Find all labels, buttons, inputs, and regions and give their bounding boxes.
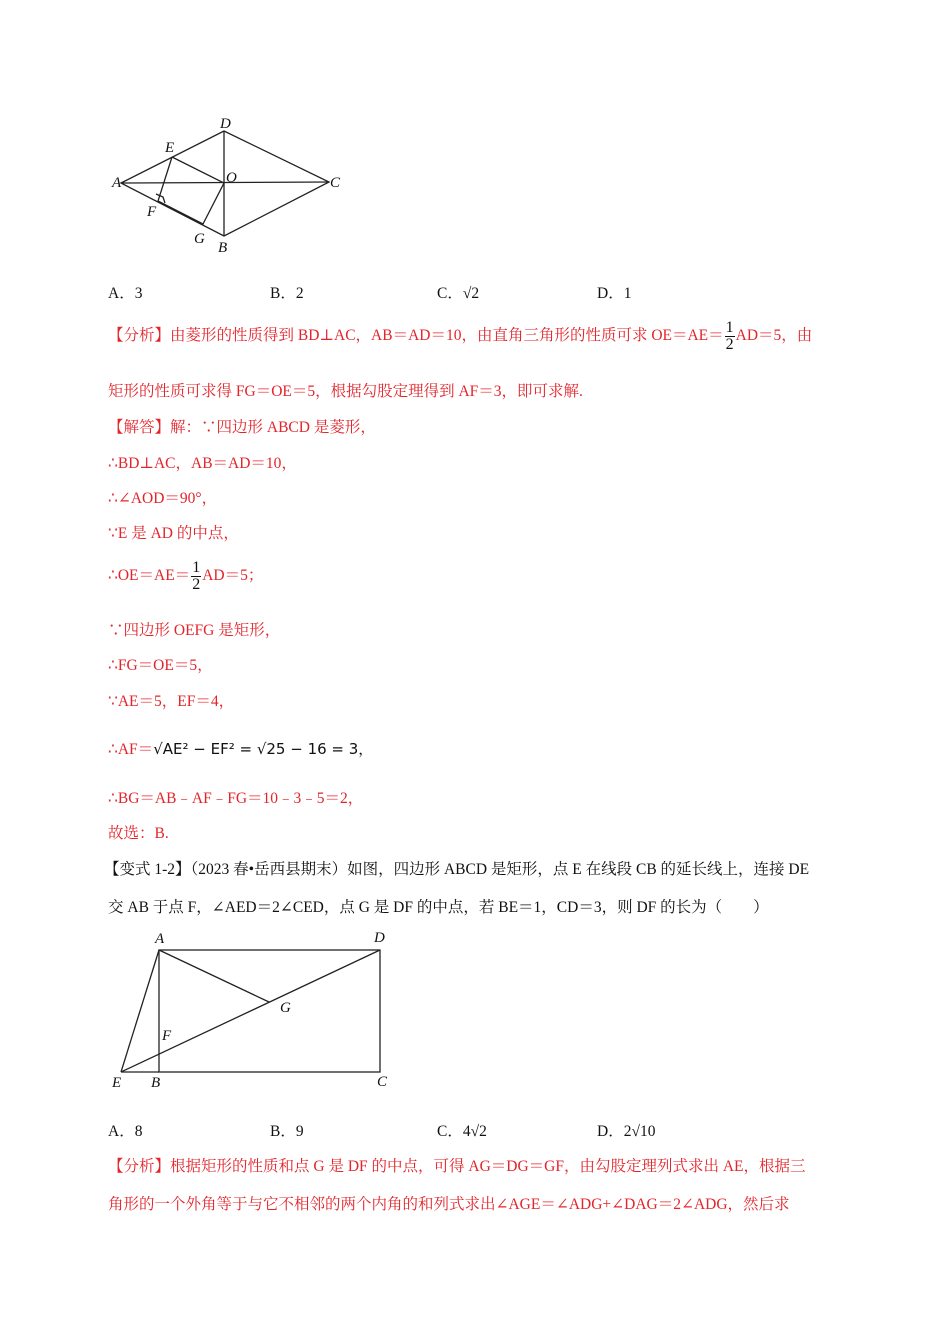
analysis2-line2: 角形的一个外角等于与它不相邻的两个内角的和列式求出∠AGE＝∠ADG+∠DAG＝2∠ADG，然后求 <box>108 1196 790 1213</box>
label-E: E <box>165 140 175 156</box>
option-b: B．9 <box>270 1123 304 1140</box>
numerator: 1 <box>192 559 201 576</box>
option-a: A．3 <box>108 285 143 302</box>
rhombus-figure <box>0 0 950 260</box>
radical-expression: √AE² − EF² = √25 − 16 = 3， <box>153 740 374 758</box>
denominator: 2 <box>725 336 734 353</box>
option-d: D．1 <box>597 285 632 302</box>
option-a: A．8 <box>108 1123 143 1140</box>
option-d: D．2√10 <box>597 1123 656 1140</box>
question2-line1: 【变式 1-2】（2023 春•岳西县期末）如图，四边形 ABCD 是矩形，点 E 在线段 CB 的延长线上，连接 DE <box>104 861 810 878</box>
label-O: O <box>226 170 237 186</box>
question2-line2: 交 AB 于点 F，∠AED＝2∠CED，点 G 是 DF 的中点，若 BE＝1，CD＝3，则 DF 的长为（ ） <box>108 899 769 916</box>
label-G: G <box>280 1000 291 1016</box>
analysis-tag: 【分析】 <box>108 327 171 345</box>
label-B: B <box>218 240 228 256</box>
label-E: E <box>112 1075 122 1091</box>
solution1-line3: ∴∠AOD＝90°， <box>108 490 218 507</box>
solution-text: ∴OE＝AE＝ <box>108 567 191 585</box>
solution1-line6: ∵四边形 OEFG 是矩形， <box>108 622 281 639</box>
rectangle-figure <box>0 920 950 1100</box>
solution1-line7: ∴FG＝OE＝5， <box>108 657 213 674</box>
analysis-text: 根据矩形的性质和点 G 是 DF 的中点，可得 AG＝DG＝GF，由勾股定理列式求出 AE，根据三 <box>170 1158 806 1175</box>
analysis-tag: 【分析】 <box>108 1158 171 1175</box>
analysis2-line1 <box>108 1154 806 1176</box>
solution1-line10: ∴BG＝AB﹣AF﹣FG＝10﹣3﹣5＝2， <box>108 790 364 807</box>
label-C: C <box>377 1074 388 1090</box>
label-G: G <box>194 231 205 247</box>
label-F: F <box>162 1028 172 1044</box>
solution1-line5 <box>108 560 263 593</box>
label-A: A <box>155 931 165 947</box>
fraction-half <box>191 560 201 593</box>
solution1-line8: ∵AE＝5，EF＝4， <box>108 693 235 710</box>
solution1-line2: ∴BD⊥AC，AB＝AD＝10， <box>108 455 297 472</box>
denominator: 2 <box>192 576 201 593</box>
label-D: D <box>374 930 385 946</box>
option-c: C．√2 <box>437 285 480 302</box>
analysis-text: AD＝5，由 <box>735 327 813 345</box>
solution-text: 解：∵四边形 ABCD 是菱形， <box>170 419 376 436</box>
solution1-line1 <box>108 415 376 437</box>
analysis1-line1 <box>108 320 812 353</box>
analysis1-line2: 矩形的性质可求得 FG＝OE＝5，根据勾股定理得到 AF＝3，即可求解. <box>108 383 583 400</box>
analysis-text: 由菱形的性质得到 BD⊥AC，AB＝AD＝10，由直角三角形的性质可求 OE＝AE＝ <box>170 327 724 345</box>
label-F: F <box>147 204 157 220</box>
option-c: C．4√2 <box>437 1123 487 1140</box>
solution-text: ∴AF＝ <box>108 741 154 758</box>
solution-tag: 【解答】 <box>108 419 171 436</box>
label-C: C <box>330 175 341 191</box>
label-B: B <box>151 1075 161 1091</box>
numerator: 1 <box>725 319 734 336</box>
solution1-line11: 故选：B. <box>108 825 169 842</box>
fraction-half <box>725 320 735 353</box>
solution-text: AD＝5； <box>202 567 264 585</box>
solution1-line9 <box>108 737 373 759</box>
solution1-line4: ∵E 是 AD 的中点， <box>108 525 239 542</box>
option-b: B．2 <box>270 285 304 302</box>
label-D: D <box>220 116 231 132</box>
label-A: A <box>112 175 122 191</box>
